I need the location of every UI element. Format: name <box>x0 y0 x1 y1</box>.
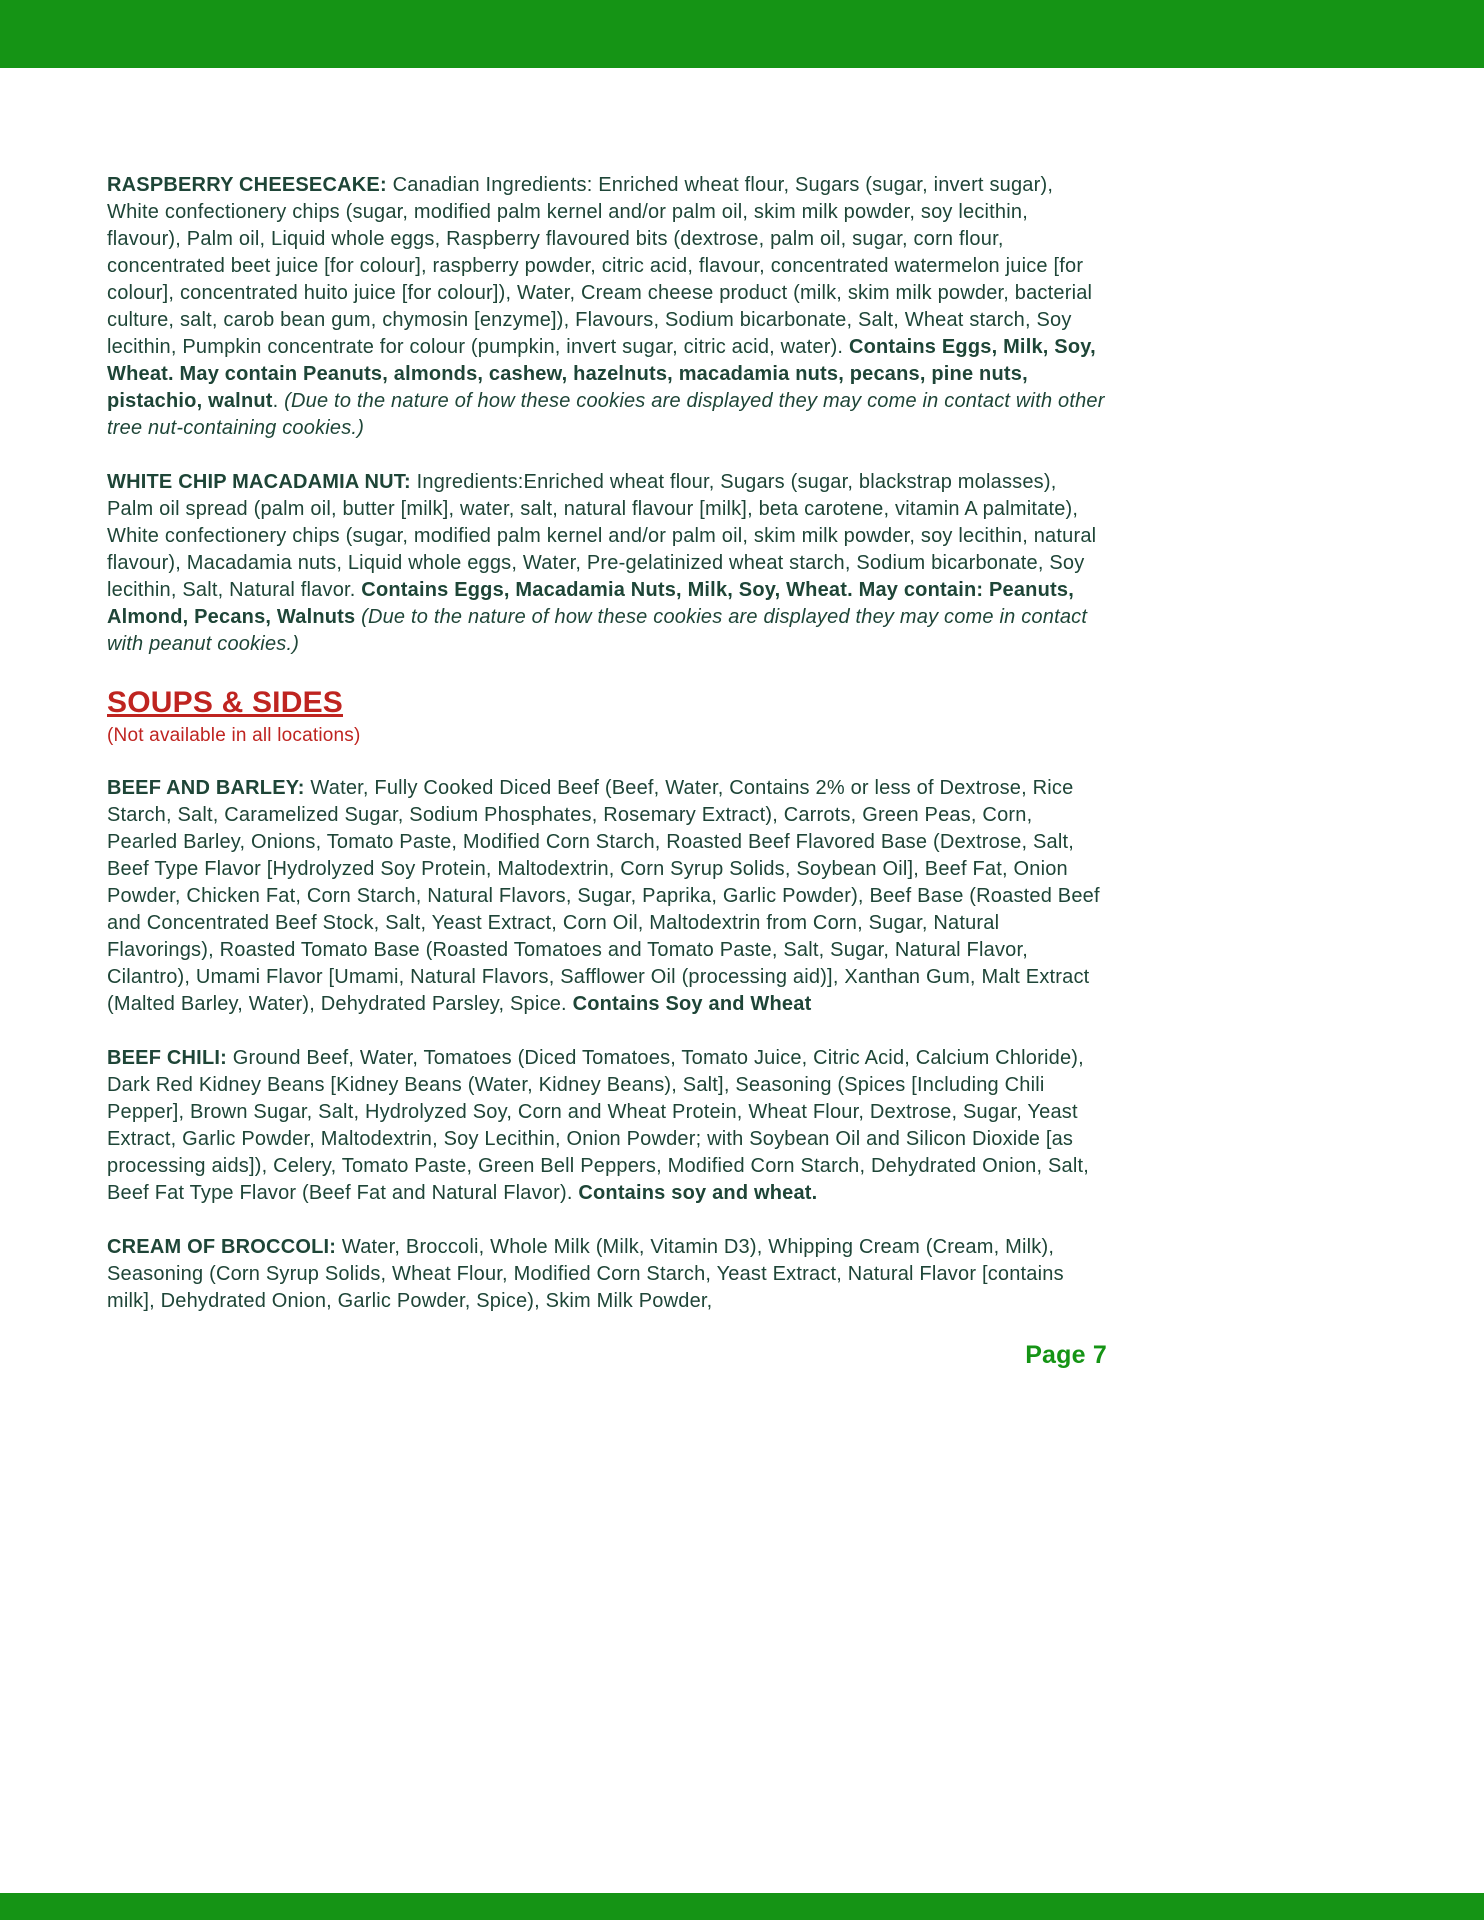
text-run-italic: (Due to the nature of how these cookies are displayed they may come in contact with other tree nut-containing cookies.) <box>107 390 1105 439</box>
text-run-bold: Contains Eggs, Milk, Soy, Wheat. May contain Peanuts, almonds, cashew, hazelnuts, macadamia nuts, pecans, pine nuts, pistachio, walnut <box>107 336 1096 412</box>
text-run-italic: (Due to the nature of how these cookies are displayed they may come in contact with peanut cookies.) <box>107 606 1088 655</box>
block-list <box>107 172 1107 1315</box>
section-heading-soups-and-sides: SOUPS & SIDES <box>107 686 343 719</box>
ingredients-content <box>107 68 1107 1369</box>
text-run-normal: Canadian Ingredients: Enriched wheat flour, Sugars (sugar, invert sugar), White confectionery chips (sugar, modified palm kernel and/or palm oil, skim milk powder, soy lecithin, flavour), Palm oil, Liquid whole eggs, Raspberry flavoured bits (dextrose, palm oil, sugar, corn flour, concentrated beet juice [for colour], raspberry powder, citric acid, flavour, concentrated watermelon juice [for colour], concentrated huito juice [for colour]), Water, Cream cheese product (milk, skim milk powder, bacterial culture, salt, carob bean gum, chymosin [enzyme]), Flavours, Sodium bicarbonate, Salt, Wheat starch, Soy lecithin, Pumpkin concentrate for colour (pumpkin, invert sugar, citric acid, water). <box>107 174 1093 358</box>
paragraph-white-chip-macadamia-nut <box>107 469 1107 658</box>
text-run-bold: RASPBERRY CHEESECAKE: <box>107 174 387 196</box>
text-run-normal: . <box>272 390 285 412</box>
top-green-bar <box>0 0 1484 68</box>
text-run-bold: Contains Soy and Wheat <box>572 993 812 1015</box>
text-run-bold: BEEF AND BARLEY: <box>107 777 305 799</box>
text-run-bold: Contains Eggs, Macadamia Nuts, Milk, Soy, Wheat. May contain: Peanuts, Almond, Pecans, Walnuts <box>107 579 1074 628</box>
page-number: Page 7 <box>1025 1341 1107 1369</box>
text-run-normal: Water, Fully Cooked Diced Beef (Beef, Water, Contains 2% or less of Dextrose, Rice Starch, Salt, Caramelized Sugar, Sodium Phosphates, Rosemary Extract), Carrots, Green Peas, Corn, Pearled Barley, Onions, Tomato Paste, Modified Corn Starch, Roasted Beef Flavored Base (Dextrose, Salt, Beef Type Flavor [Hydrolyzed Soy Protein, Maltodextrin, Corn Syrup Solids, Soybean Oil], Beef Fat, Onion Powder, Chicken Fat, Corn Starch, Natural Flavors, Sugar, Paprika, Garlic Powder), Beef Base (Roasted Beef and Concentrated Beef Stock, Salt, Yeast Extract, Corn Oil, Maltodextrin from Corn, Sugar, Natural Flavorings), Roasted Tomato Base (Roasted Tomatoes and Tomato Paste, Salt, Sugar, Natural Flavor, Cilantro), Umami Flavor [Umami, Natural Flavors, Safflower Oil (processing aid)], Xanthan Gum, Malt Extract (Malted Barley, Water), Dehydrated Parsley, Spice. <box>107 777 1100 1015</box>
paragraph-beef-and-barley <box>107 775 1107 1018</box>
text-run-normal: Water, Broccoli, Whole Milk (Milk, Vitamin D3), Whipping Cream (Cream, Milk), Seasoning (Corn Syrup Solids, Wheat Flour, Modified Corn Starch, Yeast Extract, Natural Flavor [contains milk], Dehydrated Onion, Garlic Powder, Spice), Skim Milk Powder, <box>107 1236 1064 1312</box>
text-run-bold: Contains soy and wheat. <box>578 1182 818 1204</box>
bottom-green-bar <box>0 1893 1484 1920</box>
paragraph-raspberry-cheesecake <box>107 172 1107 442</box>
text-run-normal: Ingredients:Enriched wheat flour, Sugars (sugar, blackstrap molasses), Palm oil spread (palm oil, butter [milk], water, salt, natural flavour [milk], beta carotene, vitamin A palmitate), White confectionery chips (sugar, modified palm kernel and/or palm oil, skim milk powder, soy lecithin, natural flavour), Macadamia nuts, Liquid whole eggs, Water, Pre-gelatinized wheat starch, Sodium bicarbonate, Soy lecithin, Salt, Natural flavor. <box>107 471 1097 601</box>
section-note-soups-and-sides: (Not available in all locations) <box>107 725 361 746</box>
text-run-bold: WHITE CHIP MACADAMIA NUT: <box>107 471 411 493</box>
text-run-bold: CREAM OF BROCCOLI: <box>107 1236 337 1258</box>
text-run-normal: Ground Beef, Water, Tomatoes (Diced Tomatoes, Tomato Juice, Citric Acid, Calcium Chloride), Dark Red Kidney Beans [Kidney Beans (Water, Kidney Beans), Salt], Seasoning (Spices [Including Chili Pepper], Brown Sugar, Salt, Hydrolyzed Soy, Corn and Wheat Protein, Wheat Flour, Dextrose, Sugar, Yeast Extract, Garlic Powder, Maltodextrin, Soy Lecithin, Onion Powder; with Soybean Oil and Silicon Dioxide [as processing aids]), Celery, Tomato Paste, Green Bell Peppers, Modified Corn Starch, Dehydrated Onion, Salt, Beef Fat Type Flavor (Beef Fat and Natural Flavor). <box>107 1047 1090 1204</box>
text-run-bold: BEEF CHILI: <box>107 1047 227 1069</box>
paragraph-beef-chili <box>107 1045 1107 1207</box>
paragraph-cream-of-broccoli <box>107 1234 1107 1315</box>
